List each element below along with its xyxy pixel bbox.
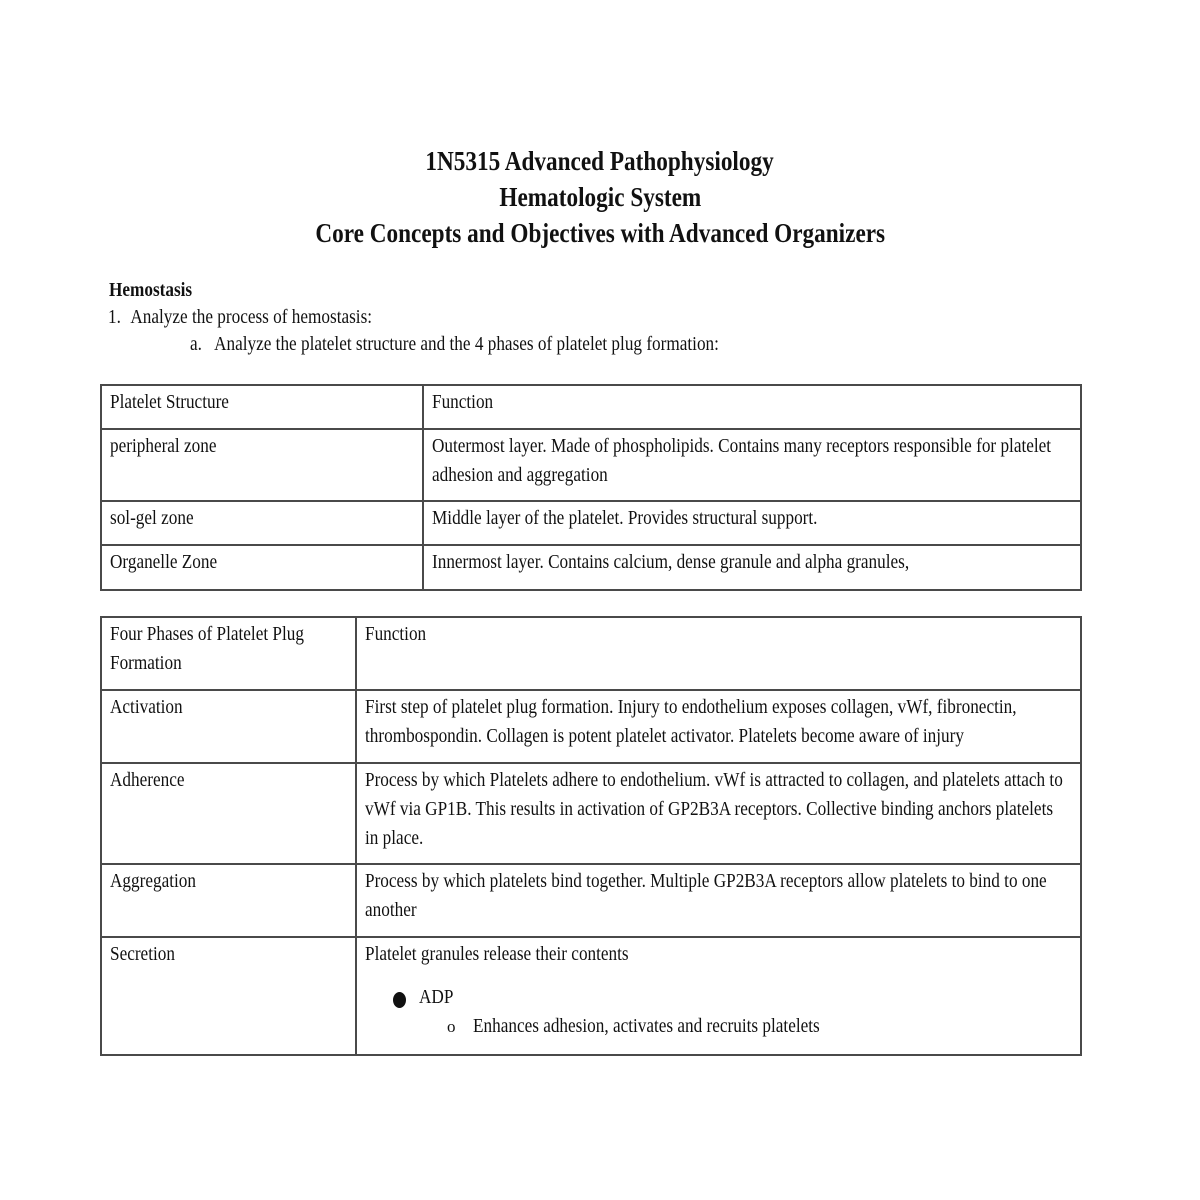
function-cell: Innermost layer. Contains calcium, dense granule and alpha granules, bbox=[423, 545, 1081, 590]
objective-text: Analyze the platelet structure and the 4 phases of platelet plug formation: bbox=[214, 333, 719, 355]
table-row bbox=[101, 864, 1081, 937]
structure-name-cell: sol-gel zone bbox=[101, 501, 423, 545]
table-row bbox=[101, 501, 1081, 545]
table-header-row bbox=[101, 617, 1081, 690]
table-row bbox=[101, 690, 1081, 763]
sub-bullet-item: o Enhances adhesion, activates and recruits platelets bbox=[365, 1012, 1072, 1041]
structure-name-cell: Organelle Zone bbox=[101, 545, 423, 590]
circle-bullet-icon: o bbox=[447, 1017, 456, 1036]
platelet-structure-table bbox=[100, 384, 1082, 591]
title-subtitle: Core Concepts and Objectives with Advanced Organizers bbox=[315, 218, 885, 248]
header-cell: Four Phases of Platelet Plug Formation bbox=[101, 617, 356, 690]
table-row bbox=[101, 937, 1081, 1055]
section-heading-hemostasis: Hemostasis bbox=[109, 279, 193, 301]
objective-1a bbox=[190, 333, 805, 356]
list-marker: 1. bbox=[108, 306, 121, 328]
phase-name-cell: Secretion bbox=[101, 937, 356, 1055]
function-cell: Process by which Platelets adhere to endothelium. vWf is attracted to collagen, and platelets attach to vWf via GP1B. This results in activation of GP2B3A receptors. Collective binding anchors platelets in place. bbox=[356, 763, 1081, 864]
title-system: Hematologic System bbox=[499, 182, 701, 212]
function-cell: Platelet granules release their contents ADP o Enhances adhesion, activates and recruits platelets bbox=[356, 937, 1081, 1055]
objective-text: Analyze the process of hemostasis: bbox=[130, 306, 373, 328]
secretion-bullet-list bbox=[365, 983, 1072, 1041]
bullet-item-adp: ADP bbox=[365, 983, 1072, 1012]
function-cell: Process by which platelets bind together. Multiple GP2B3A receptors allow platelets to bind to one another bbox=[356, 864, 1081, 937]
bullet-icon bbox=[393, 992, 406, 1008]
objective-1 bbox=[108, 306, 415, 329]
structure-name-cell: peripheral zone bbox=[101, 429, 423, 501]
table-row bbox=[101, 429, 1081, 501]
table-row bbox=[101, 763, 1081, 864]
table-row bbox=[101, 545, 1081, 590]
function-cell: Middle layer of the platelet. Provides structural support. bbox=[423, 501, 1081, 545]
phase-name-cell: Activation bbox=[101, 690, 356, 763]
function-cell: First step of platelet plug formation. Injury to endothelium exposes collagen, vWf, fibronectin, thrombospondin. Collagen is potent platelet activator. Platelets become aware of injury bbox=[356, 690, 1081, 763]
header-cell: Platelet Structure bbox=[101, 385, 423, 429]
table-header-row bbox=[101, 385, 1081, 429]
header-cell: Function bbox=[356, 617, 1081, 690]
function-cell: Outermost layer. Made of phospholipids. Contains many receptors responsible for platelet adhesion and aggregation bbox=[423, 429, 1081, 501]
platelet-plug-phases-table bbox=[100, 616, 1082, 1056]
list-marker: a. bbox=[190, 333, 202, 355]
phase-name-cell: Adherence bbox=[101, 763, 356, 864]
title-course: 1N5315 Advanced Pathophysiology bbox=[425, 146, 775, 176]
document-title bbox=[0, 143, 1200, 251]
phase-name-cell: Aggregation bbox=[101, 864, 356, 937]
header-cell: Function bbox=[423, 385, 1081, 429]
